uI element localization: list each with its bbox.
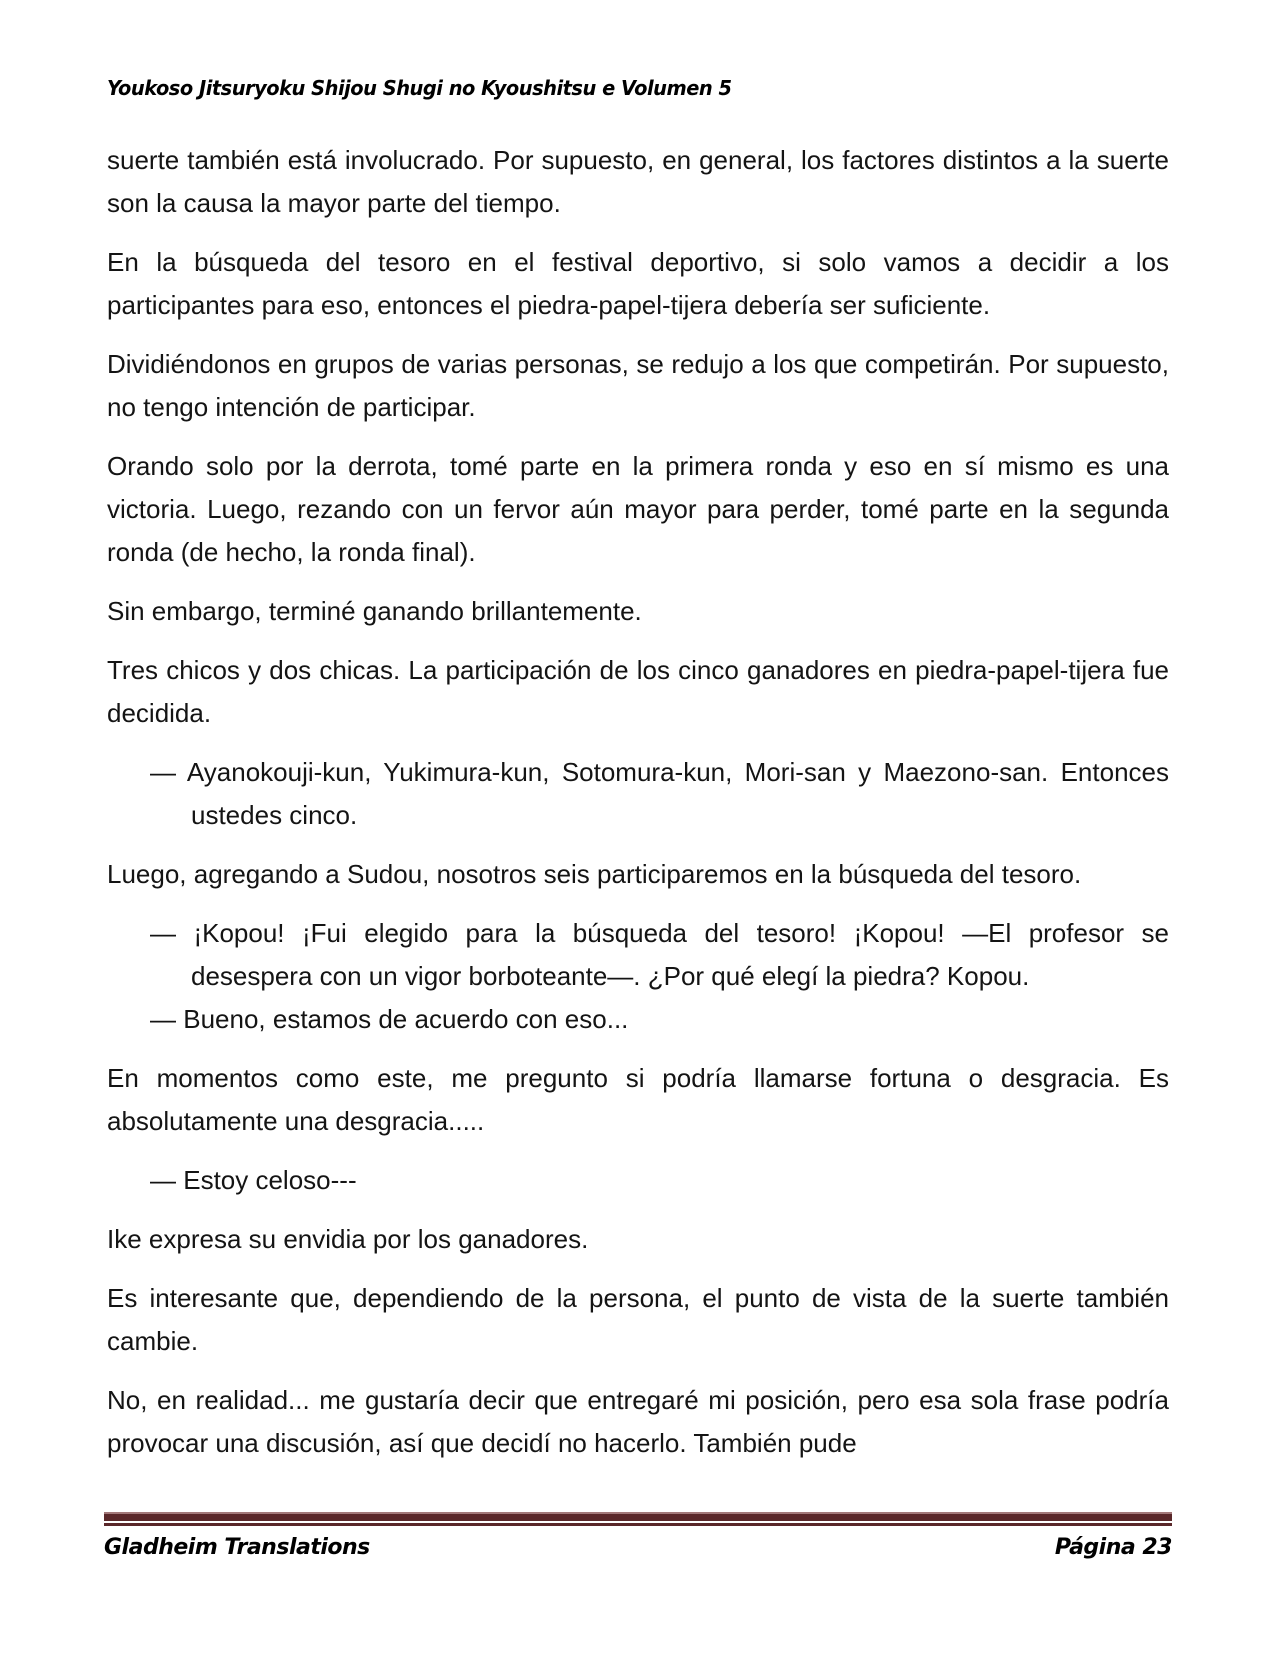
body-paragraph: Orando solo por la derrota, tomé parte en la primera ronda y eso en sí mismo es una victoria. Luego, rezando con un fervor aún mayor para perder, tomé parte en la segunda ronda (de hecho, la ronda final).	[107, 451, 1169, 567]
body-paragraph: En momentos como este, me pregunto si podría llamarse fortuna o desgracia. Es absolutamente una desgracia.....	[107, 1063, 1169, 1136]
body-paragraph: Luego, agregando a Sudou, nosotros seis participaremos en la búsqueda del tesoro.	[107, 859, 1082, 889]
footer-rule-thin	[104, 1523, 1172, 1526]
dialogue-paragraph: — Estoy celoso---	[150, 1165, 357, 1195]
dialogue-paragraph: — ¡Kopou! ¡Fui elegido para la búsqueda del tesoro! ¡Kopou! —El profesor se desespera con un vigor borboteante—. ¿Por qué elegí la piedra? Kopou.	[150, 918, 1169, 991]
page-title: Youkoso Jitsuryoku Shijou Shugi no Kyoushitsu e Volumen 5	[107, 76, 732, 100]
body-paragraph: Ike expresa su envidia por los ganadores.	[107, 1224, 589, 1254]
body-paragraph: Es interesante que, dependiendo de la persona, el punto de vista de la suerte también cambie.	[107, 1283, 1169, 1356]
body-paragraph: Sin embargo, terminé ganando brillantemente.	[107, 596, 642, 626]
page-number: Página 23	[1054, 1535, 1172, 1560]
translator-credit: Gladheim Translations	[104, 1535, 370, 1560]
body-paragraph: En la búsqueda del tesoro en el festival deportivo, si solo vamos a decidir a los participantes para eso, entonces el piedra-papel-tijera debería ser suficiente.	[107, 247, 1169, 320]
body-paragraph: No, en realidad... me gustaría decir que entregaré mi posición, pero esa sola frase podría provocar una discusión, así que decidí no hacerlo. También pude	[107, 1385, 1169, 1458]
dialogue-paragraph: — Bueno, estamos de acuerdo con eso...	[150, 1004, 629, 1034]
document-body	[107, 139, 1169, 1465]
page-footer	[104, 1512, 1172, 1560]
body-paragraph: suerte también está involucrado. Por supuesto, en general, los factores distintos a la suerte son la causa la mayor parte del tiempo.	[107, 145, 1169, 218]
body-paragraph: Tres chicos y dos chicas. La participación de los cinco ganadores en piedra-papel-tijera fue decidida.	[107, 655, 1169, 728]
footer-rule-thick	[104, 1514, 1172, 1521]
dialogue-paragraph: — Ayanokouji-kun, Yukimura-kun, Sotomura-kun, Mori-san y Maezono-san. Entonces ustedes cinco.	[150, 757, 1169, 830]
body-paragraph: Dividiéndonos en grupos de varias personas, se redujo a los que competirán. Por supuesto, no tengo intención de participar.	[107, 349, 1169, 422]
